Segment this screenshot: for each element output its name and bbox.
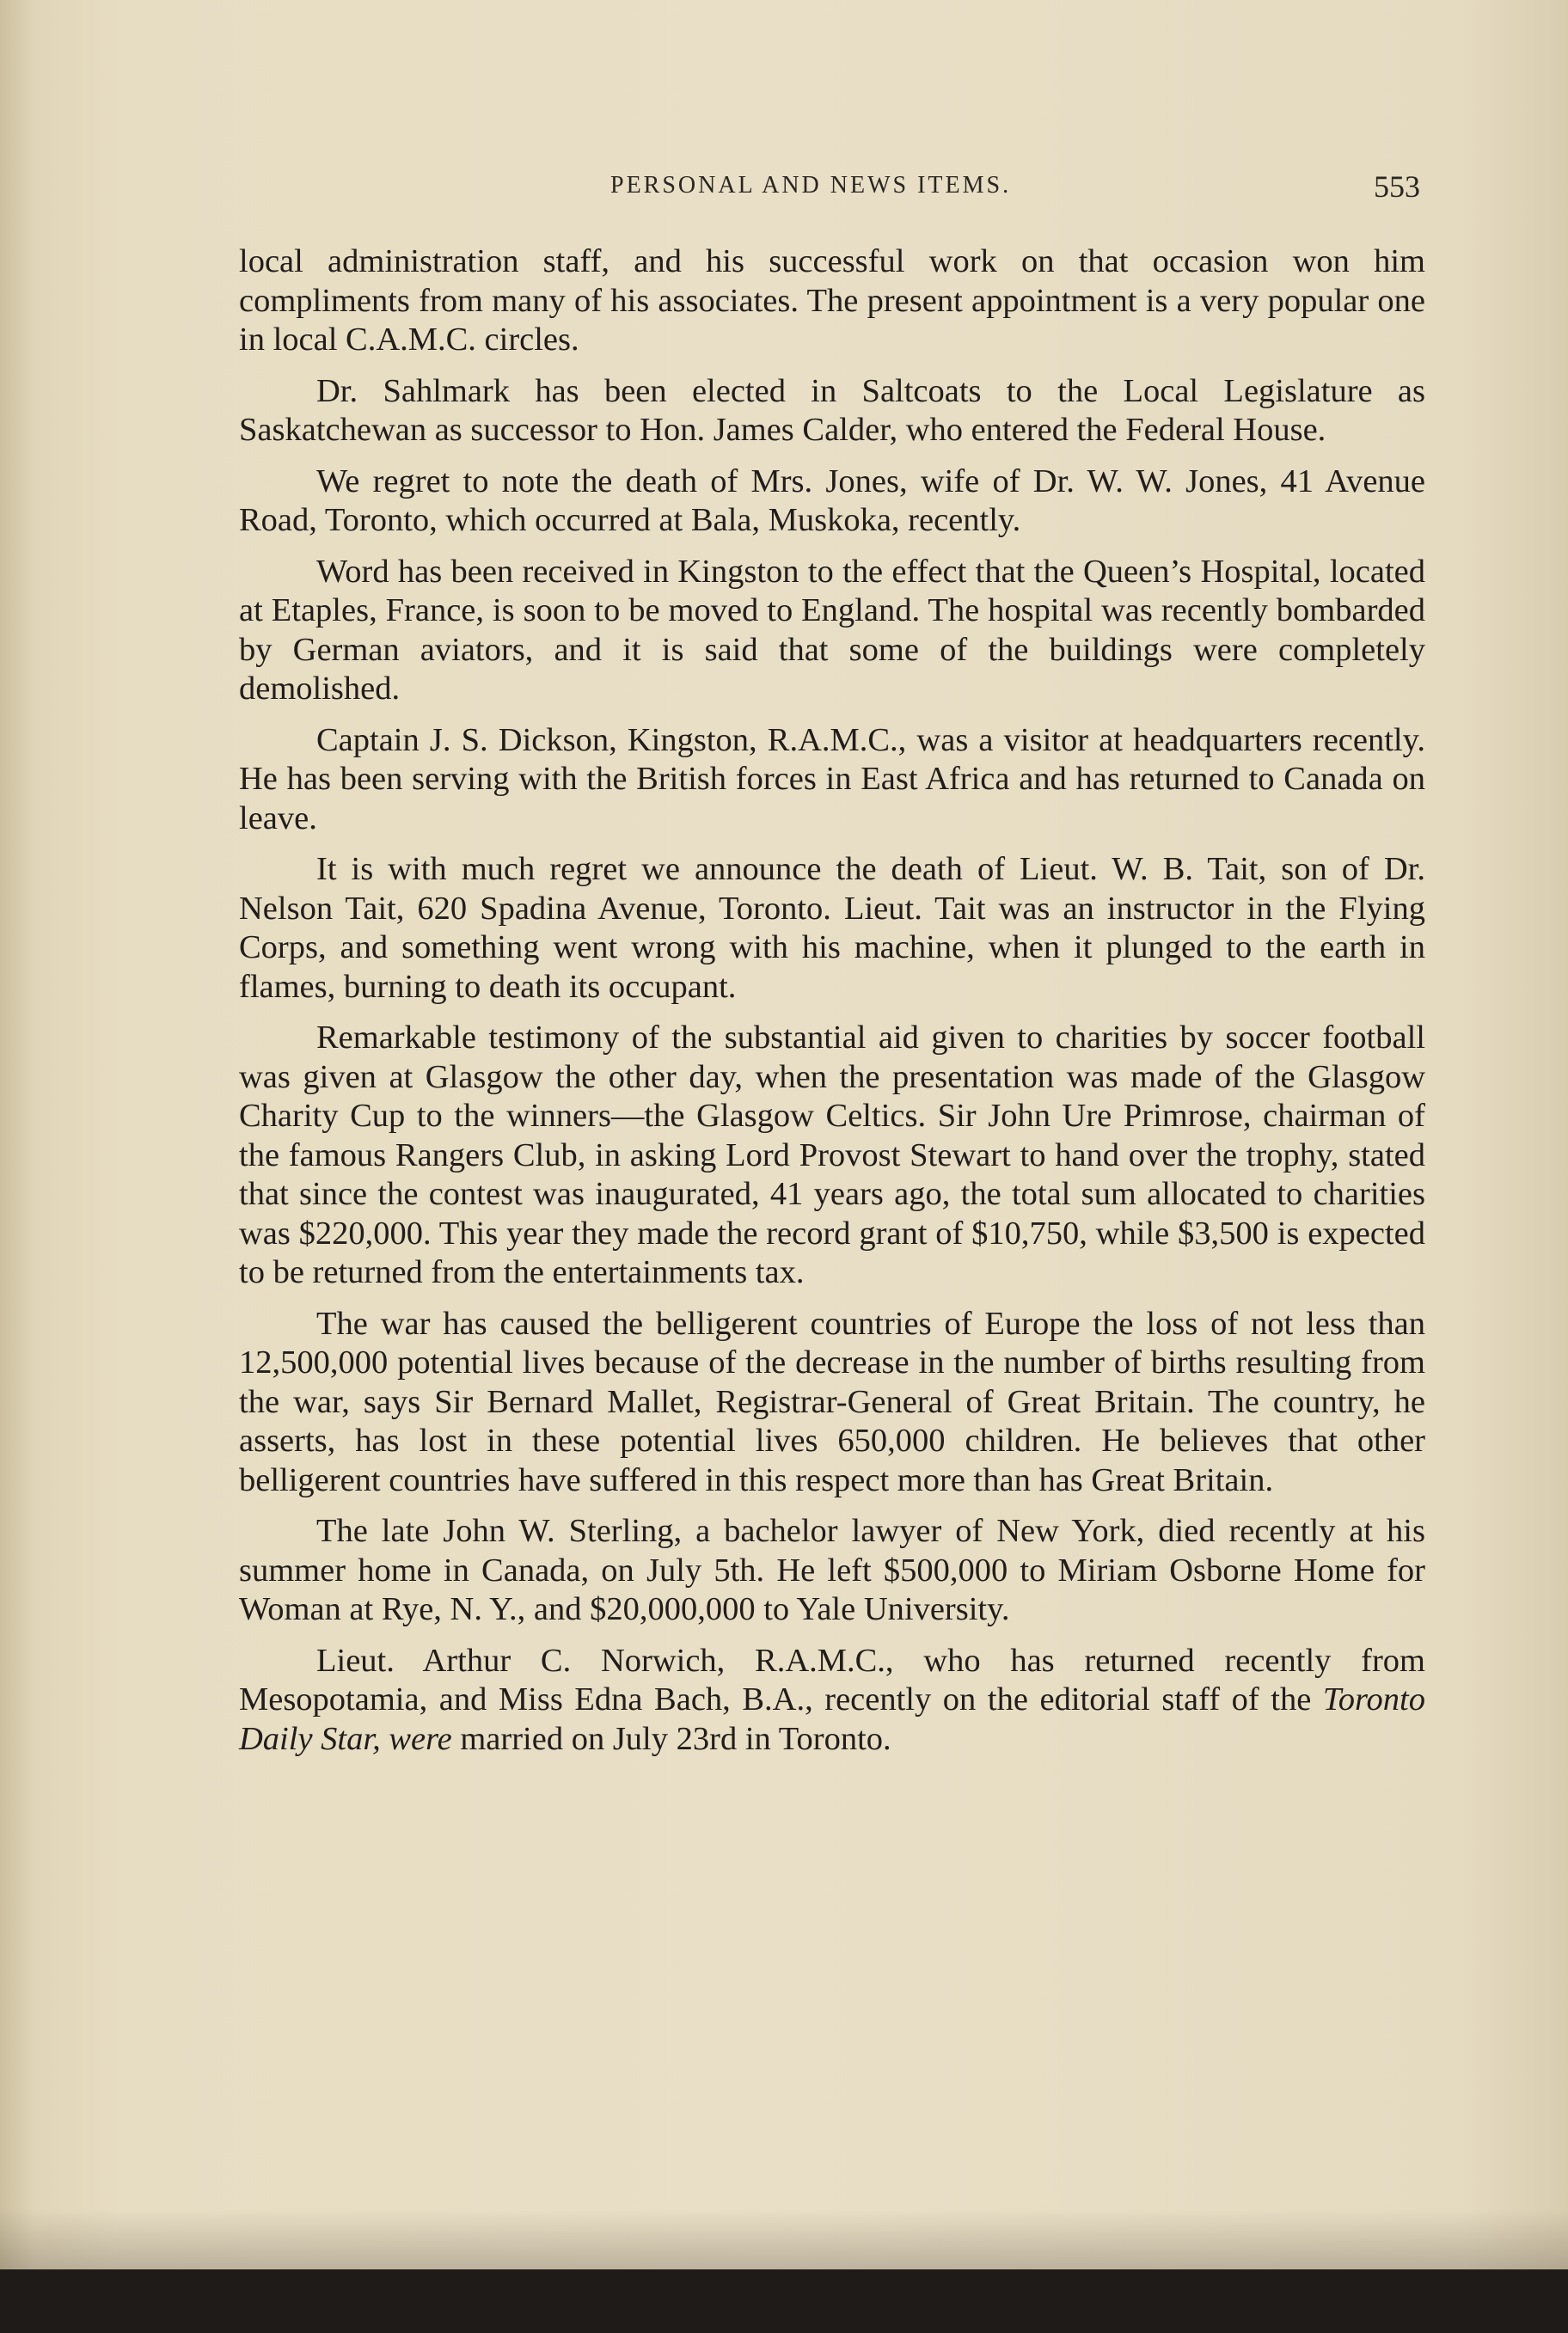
paragraph-norwich-lead: Lieut. Arthur C. Norwich, R.A.M.C., who has returned recently from Mesopotamia, and Miss Edna Bach, B.A., recently on the editorial staff of the	[239, 1642, 1425, 1718]
paragraph-dickson: Captain J. S. Dickson, Kingston, R.A.M.C., was a visitor at headquarters recently. He has been serving with the British forces in East Africa and has returned to Canada on leave.	[239, 721, 1425, 836]
paragraph-tait: It is with much regret we announce the death of Lieut. W. B. Tait, son of Dr. Nelson Tait, 620 Spadina Avenue, Toronto. Lieut. Tait was an instructor in the Flying Corps, and something went wrong with his machine, when it plunged to the earth in flames, burning to death its occupant.	[239, 851, 1425, 1005]
paragraph-norwich-italic: Toronto Daily Star, were	[239, 1681, 1425, 1757]
running-head: PERSONAL AND NEWS ITEMS.	[610, 172, 1012, 199]
page-header	[0, 169, 1568, 224]
paragraph-continued: local administration staff, and his successful work on that occasion won him compliments from many of his associates. The present appointment is a very popular one in local C.A.M.C. circles.	[239, 243, 1425, 358]
paragraph-jones: We regret to note the death of Mrs. Jones, wife of Dr. W. W. Jones, 41 Avenue Road, Toronto, which occurred at Bala, Muskoka, recently.	[239, 462, 1425, 538]
page-number: 553	[1374, 169, 1420, 204]
page-bottom-edge	[0, 2269, 1568, 2333]
paragraph-queens-hospital: Word has been received in Kingston to the effect that the Queen’s Hospital, located at Etaples, France, is soon to be moved to England. The hospital was recently bombarded by German aviators, and it is said that some of the buildings were completely demolished.	[239, 553, 1425, 707]
paragraph-war-births: The war has caused the belligerent countries of Europe the loss of not less than 12,500,000 potential lives because of the decrease in the number of births resulting from the war, says Sir Bernard Mallet, Registrar-General of Great Britain. The country, he asserts, has lost in these potential lives 650,000 children. He believes that other belligerent countries have suffered in this respect more than has Great Britain.	[239, 1305, 1425, 1498]
paragraph-norwich	[239, 1642, 1425, 1760]
body-text	[239, 242, 1425, 1759]
paragraph-norwich-tail: married on July 23rd in Toronto.	[451, 1720, 891, 1757]
paragraph-sterling: The late John W. Sterling, a bachelor lawyer of New York, died recently at his summer home in Canada, on July 5th. He left $500,000 to Miriam Osborne Home for Woman at Rye, N. Y., and $20,000,000 to Yale University.	[239, 1513, 1425, 1627]
paragraph-sahlmark: Dr. Sahlmark has been elected in Saltcoats to the Local Legislature as Saskatchewan as successor to Hon. James Calder, who entered the Federal House.	[239, 372, 1425, 448]
paragraph-glasgow-charity: Remarkable testimony of the substantial aid given to charities by soccer football was given at Glasgow the other day, when the presentation was made of the Glasgow Charity Cup to the winners—the Glasgow Celtics. Sir John Ure Primrose, chairman of the famous Rangers Club, in asking Lord Provost Stewart to hand over the trophy, stated that since the contest was inaugurated, 41 years ago, the total sum allocated to charities was $220,000. This year they made the record grant of $10,750, while $3,500 is expected to be returned from the entertainments tax.	[239, 1020, 1425, 1290]
